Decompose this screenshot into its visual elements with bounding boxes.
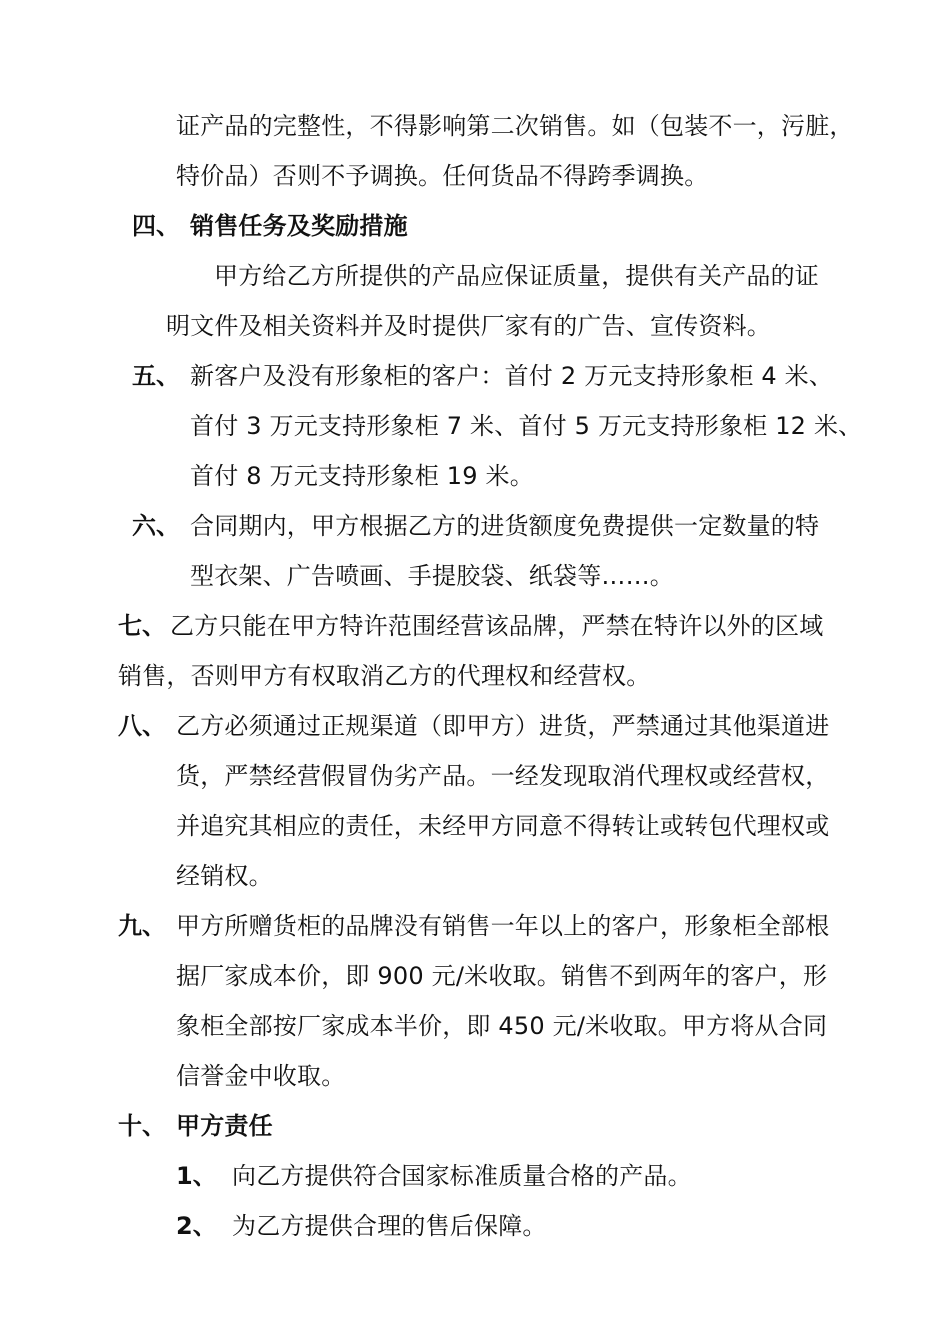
section-number: 四、 xyxy=(132,212,180,240)
paragraph-line: 首付 8 万元支持形象柜 19 米。 xyxy=(190,462,534,490)
paragraph-line: 证产品的完整性，不得影响第二次销售。如（包装不一，污脏， xyxy=(176,112,854,140)
paragraph-line: 并追究其相应的责任，未经甲方同意不得转让或转包代理权或 xyxy=(176,812,830,840)
section-number: 十、 xyxy=(118,1112,166,1140)
section-number: 九、 xyxy=(118,912,166,940)
list-item-number: 2、 xyxy=(176,1212,217,1240)
list-item: 为乙方提供合理的售后保障。 xyxy=(232,1212,547,1240)
paragraph-line: 乙方只能在甲方特许范围经营该品牌，严禁在特许以外的区域 xyxy=(170,612,824,640)
section-number: 七、 xyxy=(118,612,166,640)
list-item-number: 1、 xyxy=(176,1162,217,1190)
paragraph-line: 据厂家成本价，即 900 元/米收取。销售不到两年的客户，形 xyxy=(176,962,828,990)
paragraph-line: 特价品）否则不予调换。任何货品不得跨季调换。 xyxy=(176,162,709,190)
paragraph-line: 销售，否则甲方有权取消乙方的代理权和经营权。 xyxy=(118,662,651,690)
section-heading: 甲方责任 xyxy=(176,1112,273,1140)
paragraph-line: 货，严禁经营假冒伪劣产品。一经发现取消代理权或经营权， xyxy=(176,762,830,790)
paragraph-line: 合同期内，甲方根据乙方的进货额度免费提供一定数量的特 xyxy=(190,512,820,540)
paragraph-line: 信誉金中收取。 xyxy=(176,1062,346,1090)
paragraph-line: 新客户及没有形象柜的客户：首付 2 万元支持形象柜 4 米、 xyxy=(190,362,834,390)
paragraph-line: 甲方给乙方所提供的产品应保证质量，提供有关产品的证 xyxy=(214,262,819,290)
paragraph-line: 首付 3 万元支持形象柜 7 米、首付 5 万元支持形象柜 12 米、 xyxy=(190,412,863,440)
list-item: 向乙方提供符合国家标准质量合格的产品。 xyxy=(232,1162,692,1190)
paragraph-line: 甲方所赠货柜的品牌没有销售一年以上的客户，形象柜全部根 xyxy=(176,912,830,940)
section-number: 六、 xyxy=(132,512,180,540)
paragraph-line: 经销权。 xyxy=(176,862,273,890)
section-number: 五、 xyxy=(132,362,180,390)
paragraph-line: 象柜全部按厂家成本半价，即 450 元/米收取。甲方将从合同 xyxy=(176,1012,828,1040)
section-heading: 销售任务及奖励措施 xyxy=(190,212,408,240)
paragraph-line: 乙方必须通过正规渠道（即甲方）进货，严禁通过其他渠道进 xyxy=(176,712,830,740)
section-number: 八、 xyxy=(118,712,166,740)
paragraph-line: 明文件及相关资料并及时提供厂家有的广告、宣传资料。 xyxy=(166,312,771,340)
paragraph-line: 型衣架、广告喷画、手提胶袋、纸袋等……。 xyxy=(190,562,674,590)
